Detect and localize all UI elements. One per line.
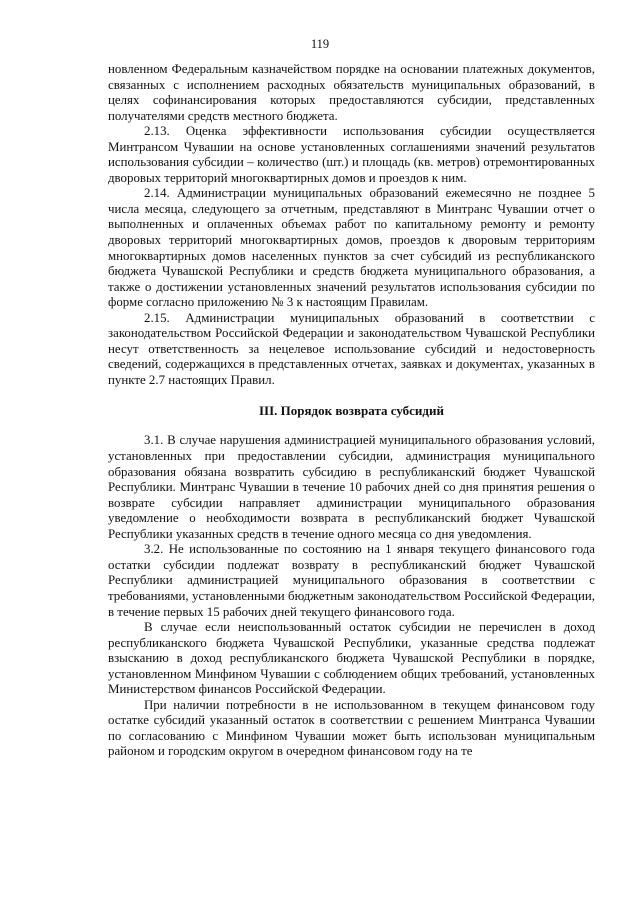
section-heading: III. Порядок возврата субсидий: [259, 403, 444, 419]
paragraph-continuation: новленном Федеральным казначейством порядке на основании платежных документов, связанных с исполнением расходных обязательств муниципальных образований, в целях софинансирования которых предоставляются субсидии, представленных получателями средств местного бюджета.: [108, 62, 595, 123]
paragraph-2-15: 2.15. Администрации муниципальных образований в соответствии с законодательством Российской Федерации и законодательством Чувашской Республики несут ответственность за нецелевое использование субсидий и недостоверность сведений, содержащихся в представленных отчетах, заявках и документах, указанных в пункте 2.7 настоящих Правил.: [108, 310, 595, 387]
page-number: 119: [310, 37, 330, 51]
paragraph-3-1: 3.1. В случае нарушения администрацией муниципального образования условий, установленных при предоставлении субсидии, администрация муниципального образования обязана возвратить субсидию в республиканский бюджет Чувашской Республики. Минтранс Чувашии в течение 10 рабочих дней со дня принятия решения о возврате субсидии направляет администрации муниципального образования уведомление о необходимости возврата в республиканский бюджет Чувашской Республики указанных средств в течение одного месяца со дня уведомления.: [108, 433, 595, 541]
document-body: [108, 62, 595, 760]
paragraph-recovery: В случае если неиспользованный остаток субсидии не перечислен в доход республиканского бюджета Чувашской Республики, указанные средства подлежат взысканию в доход республиканского бюджета Чувашской Республики в порядке, установленном Минфином Чувашии с соблюдением общих требований, установленных Министерством финансов Российской Федерации.: [108, 620, 595, 697]
paragraph-3-2: 3.2. Не использованные по состоянию на 1 января текущего финансового года остатки субсидии подлежат возврату в республиканский бюджет Чувашской Республики администрацией муниципального образования в соответствии с требованиями, установленными бюджетным законодательством Российской Федерации, в течение первых 15 рабочих дней текущего финансового года.: [108, 542, 595, 619]
paragraph-2-13: 2.13. Оценка эффективности использования субсидии осуществляется Минтрансом Чувашии на основе установленных соглашениями значений результатов использования субсидии – количество (шт.) и площадь (кв. метров) отремонтированных дворовых территорий многоквартирных домов и проездов к ним.: [108, 124, 595, 185]
paragraph-2-14: 2.14. Администрации муниципальных образований ежемесячно не позднее 5 числа месяца, следующего за отчетным, представляют в Минтранс Чувашии отчет о выполненных и оплаченных объемах работ по капитальному ремонту и ремонту дворовых территорий многоквартирных домов, проездов к дворовым территориям многоквартирных домов населенных пунктов за счет субсидий из республиканского бюджета Чувашской Республики и средств бюджета муниципального образования, а также о достижении установленных значений результатов использования субсидии по форме согласно приложению № 3 к настоящим Правилам.: [108, 186, 595, 310]
paragraph-remainder-use: При наличии потребности в не использованном в текущем финансовом году остатке субсидий указанный остаток в соответствии с решением Минтранса Чувашии по согласованию с Минфином Чувашии может быть использован муниципальным районом и городским округом в очередном финансовом году на те: [108, 697, 595, 759]
